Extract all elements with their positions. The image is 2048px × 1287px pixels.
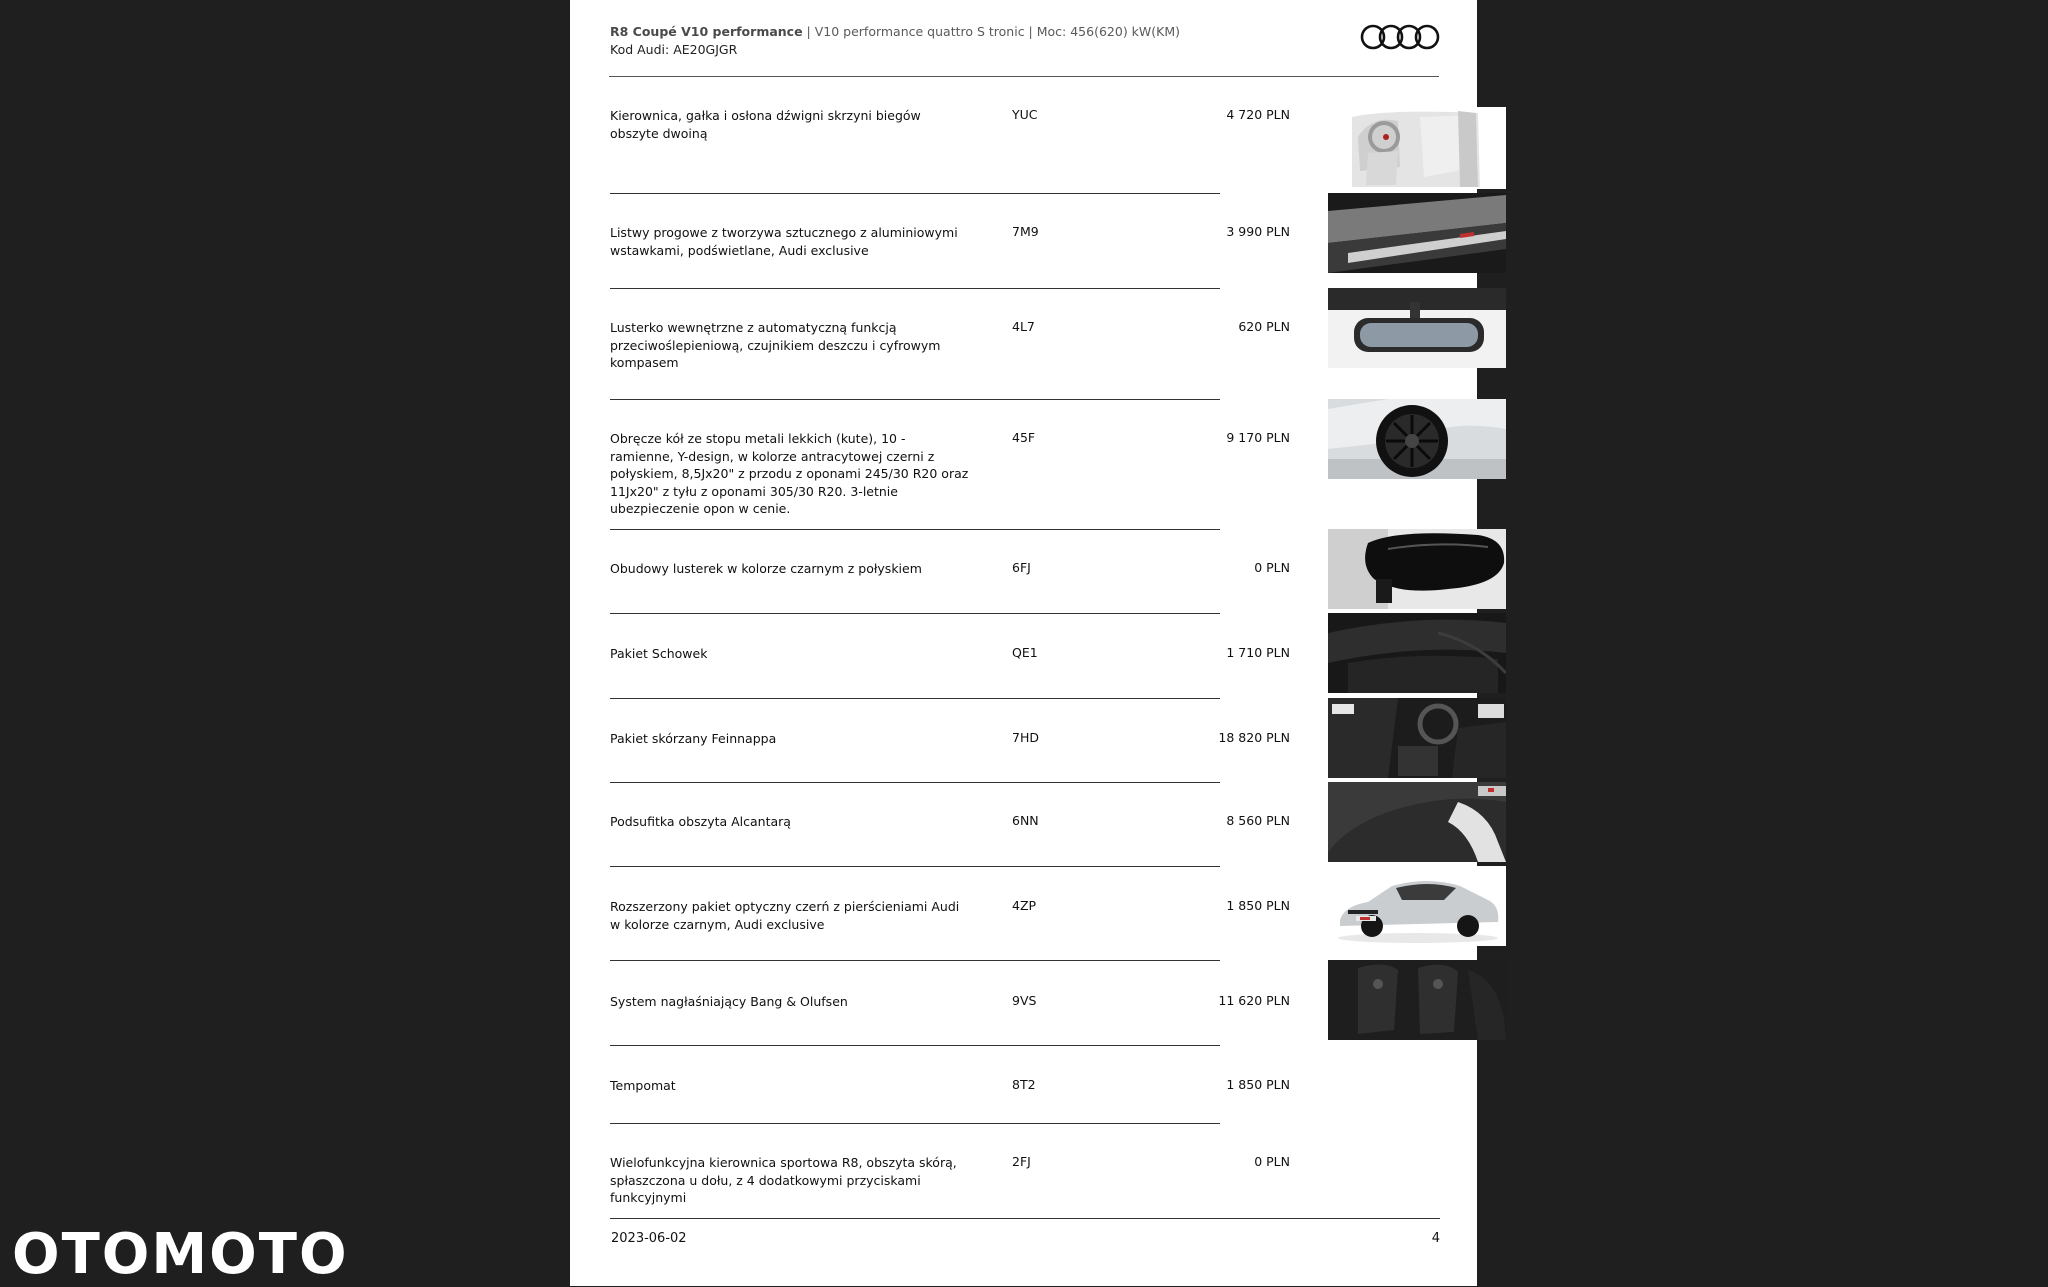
steering-wheel-interior-image [1328, 107, 1506, 189]
row-divider [610, 1123, 1220, 1124]
option-price: 620 PLN [1238, 319, 1290, 334]
option-price: 1 850 PLN [1226, 1077, 1290, 1092]
interior-mirror-image [1328, 288, 1506, 368]
black-forged-wheel-image [1328, 399, 1506, 479]
row-divider [610, 288, 1220, 289]
silver-r8-coupe-image [1328, 866, 1506, 946]
header-title [610, 24, 1180, 39]
row-divider [610, 1045, 1220, 1046]
row-divider [610, 613, 1220, 614]
bang-olufsen-seats-image [1328, 960, 1506, 1040]
header-details: | V10 performance quattro S tronic | Moc: 456(620) kW(KM) [802, 24, 1180, 39]
row-divider [610, 866, 1220, 867]
option-code: 4L7 [1012, 319, 1035, 334]
option-description: Obudowy lusterek w kolorze czarnym z połyskiem [610, 561, 922, 576]
option-code: 45F [1012, 430, 1036, 445]
option-description: Listwy progowe z tworzywa sztucznego z aluminiowymi wstawkami, podświetlane, Audi exclusive [610, 225, 958, 258]
option-code: 9VS [1012, 993, 1037, 1008]
option-price: 1 850 PLN [1226, 898, 1290, 913]
option-price: 9 170 PLN [1226, 430, 1290, 445]
footer-divider [610, 1218, 1440, 1219]
leather-interior-image [1328, 698, 1506, 778]
row-divider [610, 193, 1220, 194]
header-code: Kod Audi: AE20GJGR [610, 42, 738, 57]
otomoto-watermark: OTOMOTO [12, 1222, 349, 1287]
option-code: QE1 [1012, 645, 1038, 660]
option-code: 7HD [1012, 730, 1039, 745]
option-price: 11 620 PLN [1218, 993, 1290, 1008]
option-price: 1 710 PLN [1226, 645, 1290, 660]
option-price: 3 990 PLN [1226, 224, 1290, 239]
option-description: Pakiet Schowek [610, 646, 708, 661]
option-code: 6FJ [1012, 560, 1031, 575]
option-code: 6NN [1012, 813, 1039, 828]
option-code: 8T2 [1012, 1077, 1036, 1092]
header-divider [609, 76, 1439, 77]
option-description: Rozszerzony pakiet optyczny czerń z pierścieniami Audi w kolorze czarnym, Audi exclusive [610, 899, 960, 932]
row-divider [610, 399, 1220, 400]
option-description: System nagłaśniający Bang & Olufsen [610, 994, 848, 1009]
row-divider [610, 698, 1220, 699]
option-price: 0 PLN [1254, 1154, 1290, 1169]
footer-date: 2023-06-02 [611, 1231, 687, 1246]
storage-compartment-image [1328, 613, 1506, 693]
option-description: Lusterko wewnętrzne z automatyczną funkcją przeciwoślepieniową, czujnikiem deszczu i cyfrowym kompasem [610, 320, 941, 370]
row-divider [610, 529, 1220, 530]
footer-page-number: 4 [1431, 1231, 1440, 1246]
option-description: Podsufitka obszyta Alcantarą [610, 814, 791, 829]
option-code: 2FJ [1012, 1154, 1031, 1169]
black-mirror-housing-image [1328, 529, 1506, 609]
option-description: Pakiet skórzany Feinnappa [610, 731, 777, 746]
header-model: R8 Coupé V10 performance [610, 24, 803, 39]
option-price: 4 720 PLN [1226, 107, 1290, 122]
option-price: 8 560 PLN [1226, 813, 1290, 828]
alcantara-headliner-image [1328, 782, 1506, 862]
option-price: 18 820 PLN [1218, 730, 1290, 745]
audi-rings-icon [1360, 22, 1440, 52]
option-description: Wielofunkcyjna kierownica sportowa R8, obszyta skórą, spłaszczona u dołu, z 4 dodatkowymi przyciskami funkcyjnymi [610, 1155, 957, 1205]
document-page [570, 0, 1477, 1286]
option-description: Tempomat [610, 1078, 676, 1093]
option-description: Obręcze kół ze stopu metali lekkich (kute), 10 - ramienne, Y-design, w kolorze antracytowej czerni z połyskiem, 8,5Jx20" z przodu z oponami 245/30 R20 oraz 11Jx20" z tyłu z oponami 305/30 R20. 3-letnie ubezpieczenie opon w cenie. [610, 431, 969, 516]
option-code: YUC [1012, 107, 1038, 122]
option-price: 0 PLN [1254, 560, 1290, 575]
option-code: 4ZP [1012, 898, 1037, 913]
row-divider [610, 960, 1220, 961]
row-divider [610, 782, 1220, 783]
illuminated-door-sill-image [1328, 193, 1506, 273]
option-description: Kierownica, gałka i osłona dźwigni skrzyni biegów obszyte dwoiną [610, 108, 921, 141]
option-code: 7M9 [1012, 224, 1039, 239]
